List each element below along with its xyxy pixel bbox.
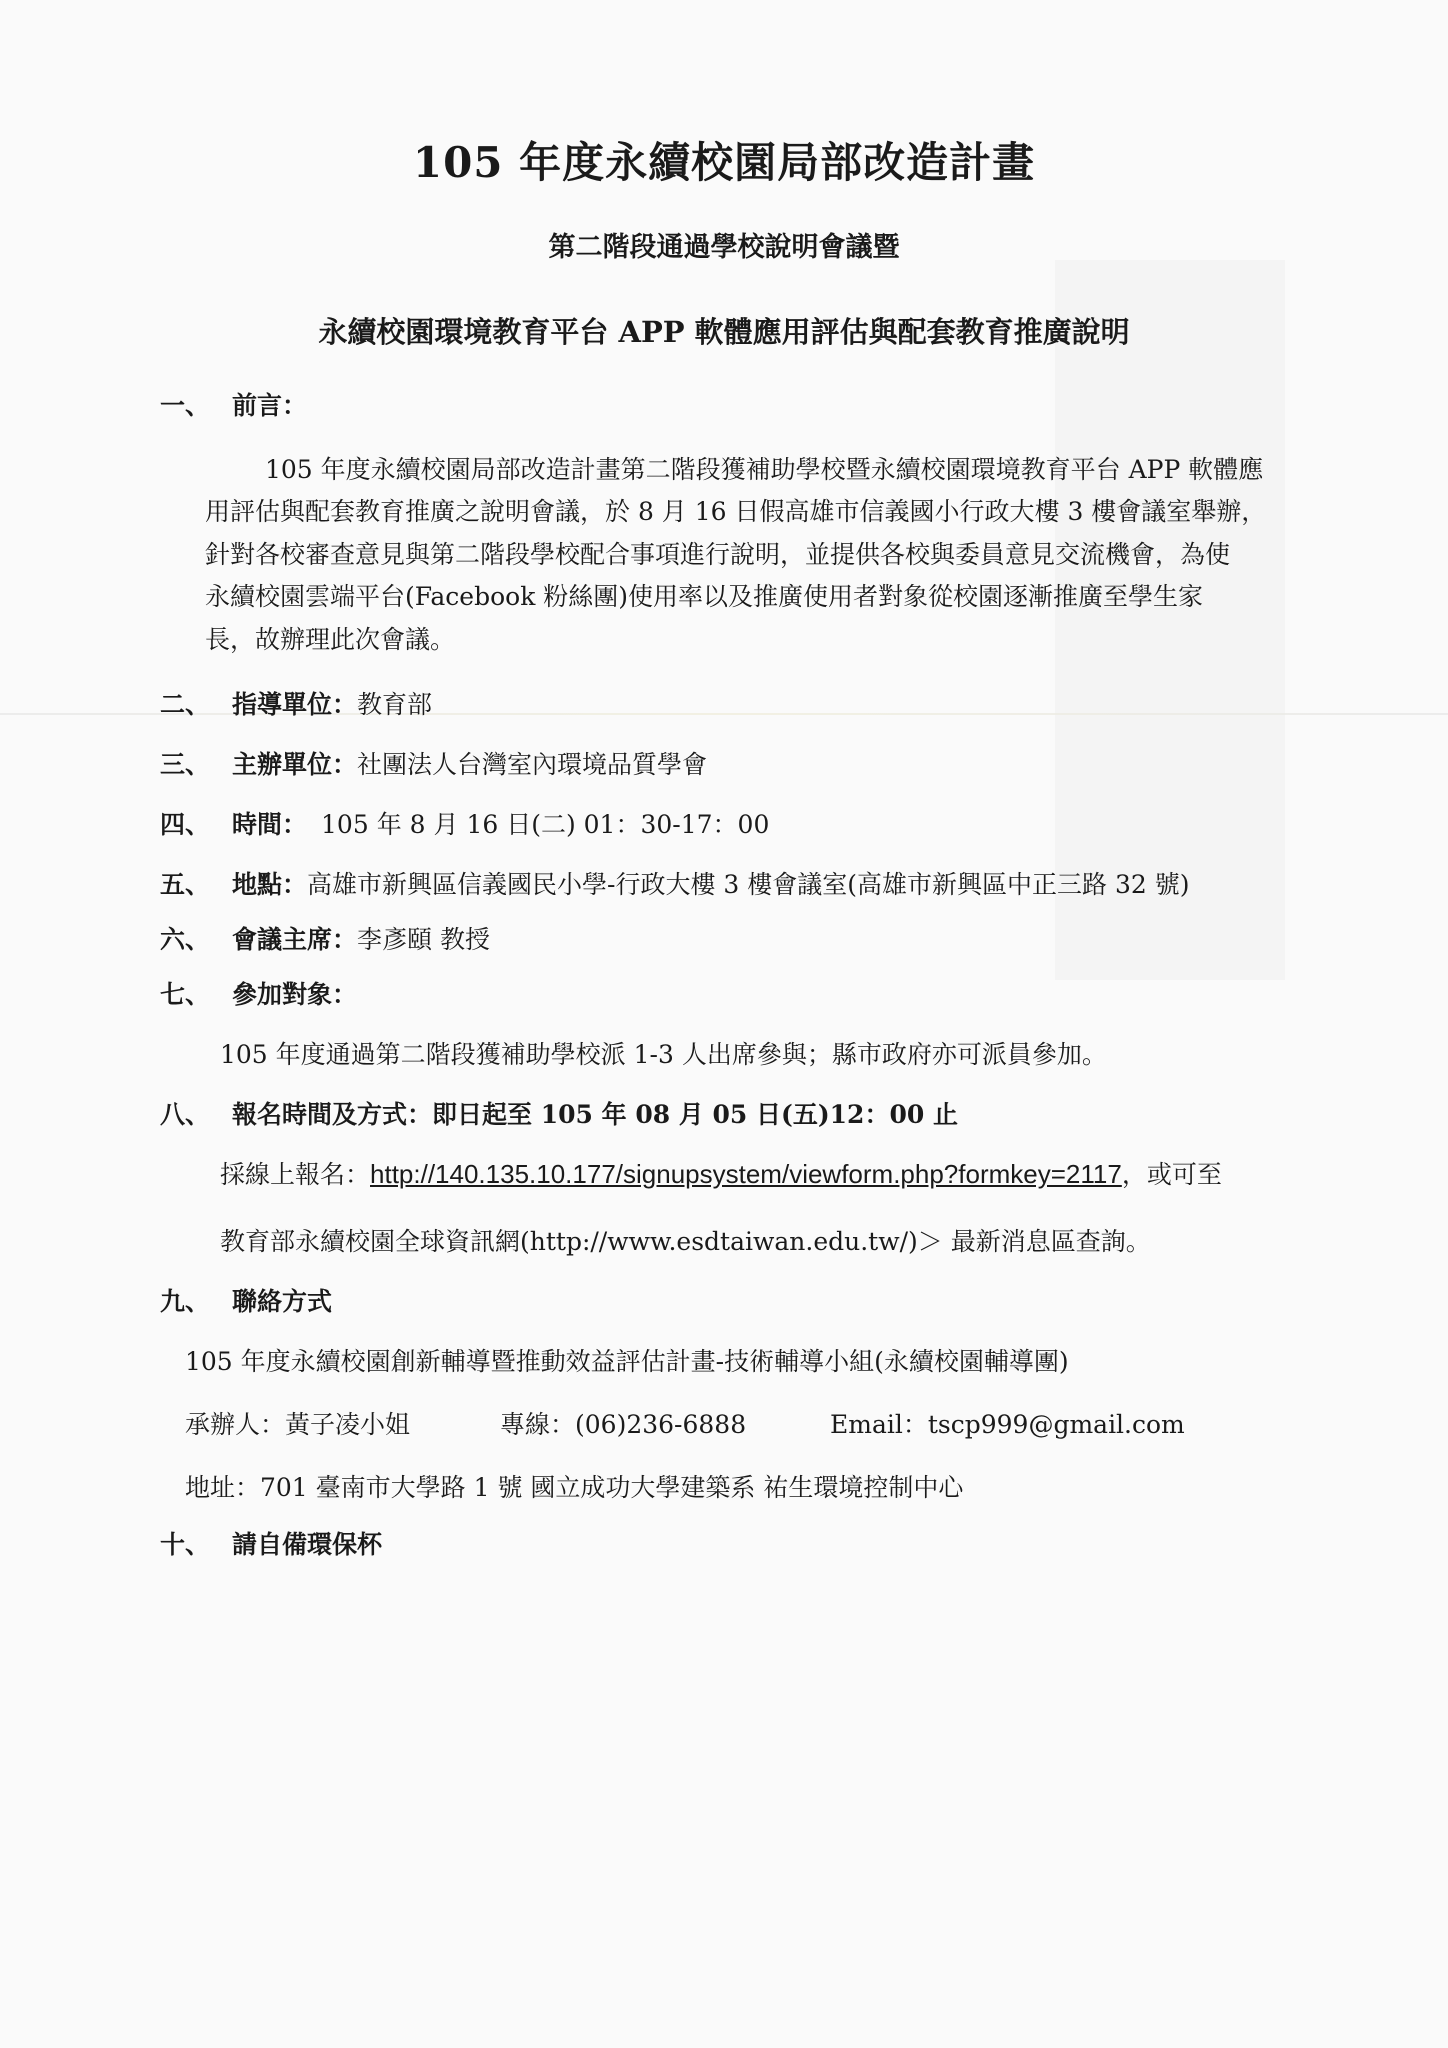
intro-line-2: 用評估與配套教育推廣之說明會議，於 8 月 16 日假高雄市信義國小行政大樓 3 樓會議室舉辦， — [205, 497, 1267, 526]
section-3: 三、 主辦單位：社團法人台灣室內環境品質學會 — [160, 750, 708, 779]
document-title: 105 年度永續校園局部改造計畫 — [412, 138, 1036, 187]
intro-line-1: 105 年度永續校園局部改造計畫第二階段獲補助學校暨永續校園環境教育平台 APP 軟體應 — [265, 455, 1264, 484]
registration-link[interactable]: http://140.135.10.177/signupsystem/viewform.php?formkey=2117 — [370, 1159, 1122, 1189]
registration-line-2: 教育部永續校園全球資訊網(http://www.esdtaiwan.edu.tw/)＞ 最新消息區查詢。 — [220, 1227, 1151, 1256]
document-subtitle-2: 永續校園環境教育平台 APP 軟體應用評估與配套教育推廣說明 — [318, 315, 1130, 349]
section-7: 七、 參加對象： — [160, 980, 358, 1009]
intro-line-3: 針對各校審查意見與第二階段學校配合事項進行說明，並提供各校與委員意見交流機會，為使 — [205, 540, 1231, 569]
section-10: 十、 請自備環保杯 — [160, 1530, 383, 1559]
section-number: 一、 — [160, 391, 211, 420]
document-subtitle-1: 第二階段通過學校說明會議暨 — [548, 232, 900, 263]
contact-email: Email：tscp999@gmail.com — [830, 1410, 1185, 1439]
section-8: 八、 報名時間及方式：即日起至 105 年 08 月 05 日(五)12：00 止 — [160, 1100, 958, 1129]
contact-org: 105 年度永續校園創新輔導暨推動效益評估計畫-技術輔導小組(永續校園輔導團) — [185, 1347, 1069, 1376]
registration-line-1: 採線上報名：http://140.135.10.177/signupsystem/viewform.php?formkey=2117，或可至 — [220, 1159, 1222, 1189]
intro-line-5: 長，故辦理此次會議。 — [205, 625, 456, 654]
section-head: 前言： — [232, 391, 308, 420]
attendees-text: 105 年度通過第二階段獲補助學校派 1-3 人出席參與；縣市政府亦可派員參加。 — [220, 1040, 1107, 1069]
section-4: 四、 時間： 105 年 8 月 16 日(二) 01：30-17：00 — [160, 810, 770, 839]
intro-line-4: 永續校園雲端平台(Facebook 粉絲團)使用率以及推廣使用者對象從校園逐漸推廣至學生家 — [205, 582, 1204, 611]
section-2: 二、 指導單位：教育部 — [160, 690, 433, 719]
contact-phone: 專線：(06)236-6888 — [500, 1410, 747, 1439]
section-5: 五、 地點：高雄市新興區信義國民小學-行政大樓 3 樓會議室(高雄市新興區中正三路 32 號) — [160, 870, 1190, 899]
contact-person: 承辦人：黃子凌小姐 — [185, 1410, 411, 1439]
section-1-heading — [160, 386, 307, 422]
section-9: 九、 聯絡方式 — [160, 1287, 333, 1316]
contact-address: 地址：701 臺南市大學路 1 號 國立成功大學建築系 祐生環境控制中心 — [185, 1473, 964, 1502]
section-6: 六、 會議主席：李彥頤 教授 — [160, 925, 490, 954]
